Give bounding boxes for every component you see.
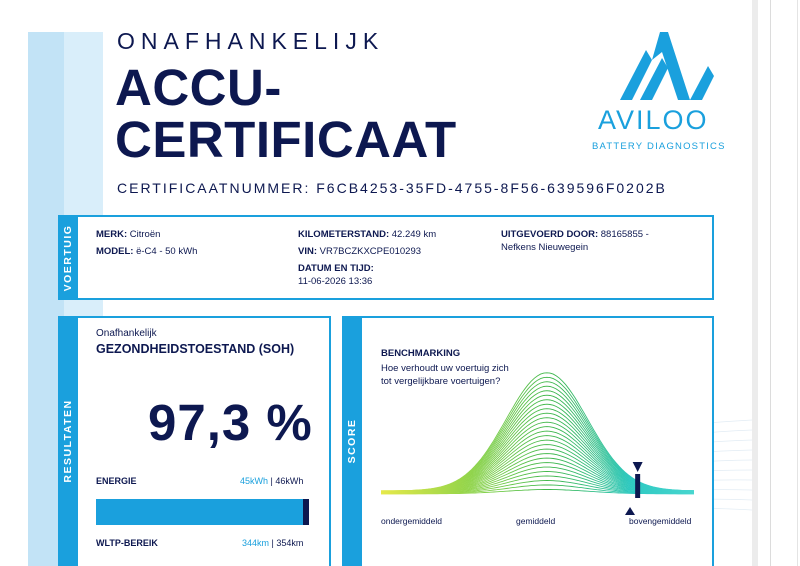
- make-field: [96, 228, 160, 241]
- datetime-label: DATUM EN TIJD:: [298, 263, 374, 274]
- energy-values: [240, 476, 303, 486]
- range-current: 344km: [242, 538, 270, 548]
- title-line-1: ACCU-: [115, 59, 282, 116]
- vehicle-tab-label: VOERTUIG: [62, 224, 74, 291]
- vin-label: VIN:: [298, 246, 317, 257]
- bell-curve-lines: [381, 373, 694, 494]
- energy-nominal: 46kWh: [275, 476, 304, 486]
- range-values: [242, 538, 303, 548]
- mileage-label: KILOMETERSTAND:: [298, 229, 390, 240]
- mileage-field: [298, 228, 436, 241]
- benchmark-marker-bar: [635, 474, 640, 498]
- title-line-2: CERTIFICAAT: [115, 111, 457, 168]
- benchmark-marker-triangle: [633, 462, 643, 472]
- make-label: MERK:: [96, 229, 128, 240]
- results-tab-label: RESULTATEN: [62, 399, 74, 483]
- viewer-divider: [770, 0, 771, 566]
- axis-label-high: bovengemiddeld: [629, 516, 692, 526]
- page-title: [115, 59, 457, 168]
- make-value: Citroën: [129, 229, 161, 240]
- model-field: [96, 245, 197, 258]
- benchmark-distribution-chart: [381, 370, 694, 500]
- datetime-value: 11-06-2026 13:36: [298, 276, 373, 287]
- bell-curve-line: [381, 404, 694, 491]
- results-tab: [58, 316, 78, 566]
- header-kicker: ONAFHANKELIJK: [117, 28, 385, 54]
- model-label: MODEL:: [96, 246, 134, 257]
- score-tab-label: SCORE: [346, 418, 358, 464]
- range-label: WLTP-BEREIK: [96, 538, 158, 548]
- soh-progress-bar: [96, 499, 303, 525]
- vehicle-tab: [58, 215, 78, 300]
- bell-curve-line: [381, 377, 694, 491]
- range-nominal: 354km: [276, 538, 304, 548]
- soh-value: 97,3 %: [148, 394, 313, 451]
- performed-by-label: UITGEVOERD DOOR:: [501, 229, 599, 240]
- aviloo-logo-icon: [590, 30, 730, 155]
- logo-wordmark: AVILOO: [598, 105, 709, 135]
- mileage-value: 42.249 km: [391, 229, 437, 240]
- performed-by-value-1: 88165855 -: [600, 229, 649, 240]
- axis-high-triangle-icon: [620, 505, 640, 517]
- vin-value: VR7BCZKXCPE010293: [319, 246, 422, 257]
- logo-subtitle: BATTERY DIAGNOSTICS: [592, 141, 726, 152]
- bell-curve-line: [381, 413, 694, 492]
- benchmark-title: BENCHMARKING: [381, 348, 461, 359]
- soh-title: GEZONDHEIDSTOESTAND (SOH): [96, 342, 295, 356]
- axis-label-low: ondergemiddeld: [381, 516, 442, 526]
- axis-label-mid: gemiddeld: [516, 516, 556, 526]
- performed-by-field: [501, 228, 649, 254]
- soh-bar-marker: [303, 499, 309, 525]
- bell-curve-line: [381, 373, 694, 491]
- vin-field: [298, 245, 421, 258]
- performed-by-value-2: Nefkens Nieuwegein: [501, 242, 589, 253]
- energy-current: 45kWh: [240, 476, 269, 486]
- range-separator: |: [269, 538, 277, 548]
- bell-curve-line: [381, 436, 694, 493]
- model-value: ë-C4 - 50 kWh: [136, 246, 198, 257]
- soh-kicker: Onafhankelijk: [96, 328, 157, 339]
- viewer-scrollbar-track[interactable]: [752, 0, 758, 566]
- score-tab: [342, 316, 362, 566]
- certificate-number: CERTIFICAATNUMMER: F6CB4253-35FD-4755-8F56-639596F0202B: [117, 180, 667, 196]
- bell-curve-line: [381, 431, 694, 492]
- benchmark-question: Hoe verhoudt uw voertuig zich tot vergelijkbare voertuigen?: [381, 363, 509, 387]
- energy-separator: |: [268, 476, 276, 486]
- datetime-field: [298, 262, 374, 288]
- energy-label: ENERGIE: [96, 476, 137, 486]
- viewer-edge: [797, 0, 798, 566]
